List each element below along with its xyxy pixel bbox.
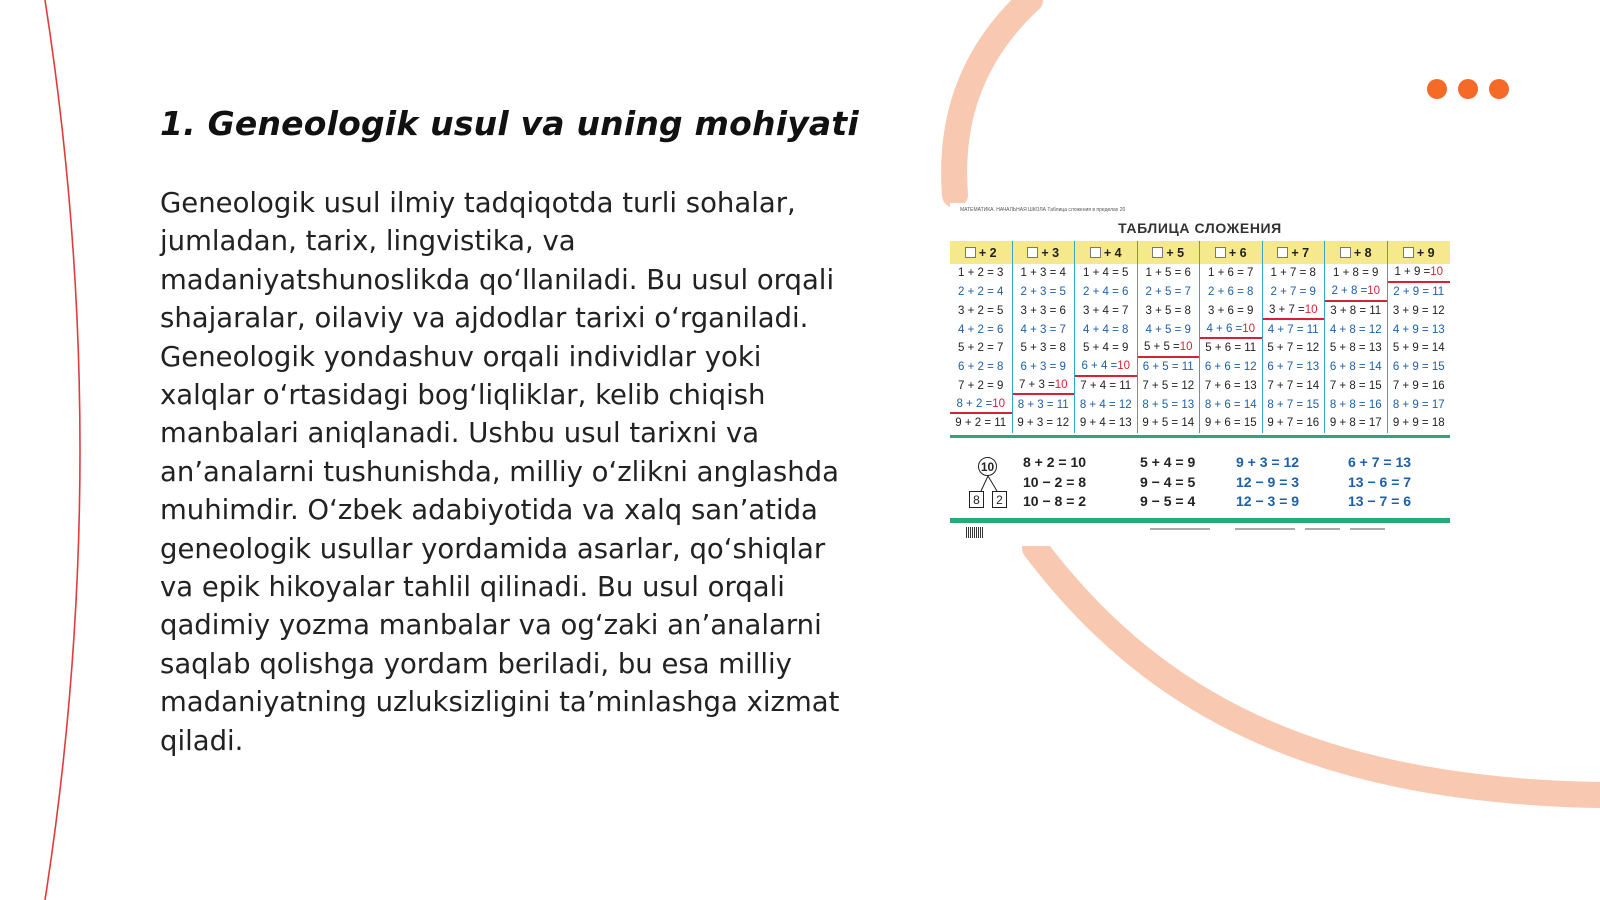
left-red-arc [45, 0, 80, 900]
fine-print [1305, 528, 1340, 530]
empty-box-icon [1340, 247, 1351, 258]
table-cell: 7 + 8 = 15 [1329, 379, 1382, 392]
table-cell: 8 + 2 = 10 [950, 395, 1012, 414]
table-cell: 3 + 3 = 6 [1020, 304, 1066, 317]
table-cell: 4 + 4 = 8 [1083, 323, 1129, 336]
table-cell: 4 + 9 = 13 [1392, 323, 1445, 336]
table-cell: 8 + 6 = 14 [1204, 398, 1257, 411]
table-column [1013, 241, 1076, 433]
table-column [1388, 241, 1451, 433]
column-header [1075, 241, 1137, 264]
empty-box-icon [1277, 247, 1288, 258]
empty-box-icon [1403, 247, 1414, 258]
example-column: 8 + 2 = 10 10 − 2 = 8 10 − 8 = 2 [1023, 454, 1087, 509]
table-small-header: МАТЕМАТИКА. НАЧАЛЬНАЯ ШКОЛА Таблица сложения в пределах 20 [960, 207, 1126, 213]
decorative-dots [1427, 79, 1509, 99]
table-cell: 5 + 4 = 9 [1083, 342, 1129, 355]
table-title: ТАБЛИЦА СЛОЖЕНИЯ [1118, 220, 1282, 236]
table-cell: 8 + 9 = 17 [1392, 398, 1445, 411]
table-cell: 2 + 2 = 4 [958, 286, 1004, 299]
table-cell: 1 + 2 = 3 [958, 267, 1004, 280]
table-cell: 2 + 7 = 9 [1270, 286, 1316, 299]
table-cell: 6 + 8 = 14 [1329, 361, 1382, 374]
table-cell: 8 + 5 = 13 [1142, 398, 1195, 411]
table-cell: 1 + 7 = 8 [1270, 267, 1316, 280]
column-header [1013, 241, 1075, 264]
example-column: 9 + 3 = 12 12 − 9 = 3 12 − 3 = 9 [1236, 454, 1300, 509]
table-cell: 3 + 8 = 11 [1330, 304, 1382, 317]
empty-box-icon [965, 247, 976, 258]
bottom-peach-arc [1035, 548, 1600, 795]
table-cell: 1 + 6 = 7 [1208, 267, 1254, 280]
table-column [1200, 241, 1263, 433]
slide-title: 1. Geneologik usul va uning mohiyati [160, 104, 859, 143]
table-cell: 9 + 9 = 18 [1392, 417, 1445, 430]
table-cell: 8 + 8 = 16 [1329, 398, 1382, 411]
fine-print [1235, 528, 1295, 530]
table-cell: 2 + 6 = 8 [1208, 286, 1254, 299]
table-column [1138, 241, 1201, 433]
table-cell: 5 + 9 = 14 [1392, 342, 1445, 355]
table-cell: 4 + 6 = 10 [1200, 320, 1262, 339]
table-cell: 6 + 6 = 12 [1204, 361, 1257, 374]
table-cell: 4 + 8 = 12 [1329, 323, 1382, 336]
dot-icon [1427, 79, 1447, 99]
table-cell: 9 + 8 = 17 [1329, 417, 1382, 430]
table-cell: 5 + 3 = 8 [1020, 342, 1066, 355]
example-column: 6 + 7 = 13 13 − 6 = 7 13 − 7 = 6 [1348, 454, 1412, 509]
table-cell: 4 + 2 = 6 [958, 323, 1004, 336]
bottom-bar [950, 518, 1450, 523]
table-cell: 6 + 9 = 15 [1392, 361, 1445, 374]
column-header [1263, 241, 1325, 264]
table-cell: 6 + 5 = 11 [1142, 361, 1194, 374]
empty-box-icon [1152, 247, 1163, 258]
table-cell: 4 + 3 = 7 [1020, 323, 1066, 336]
example-column: 5 + 4 = 9 9 − 4 = 5 9 − 5 = 4 [1140, 454, 1196, 509]
highlighted-result: 10 [1367, 285, 1381, 298]
table-cell: 8 + 3 = 11 [1017, 398, 1069, 411]
column-header-label: + 9 [1416, 245, 1435, 260]
table-column [1263, 241, 1326, 433]
table-cell: 4 + 5 = 9 [1145, 323, 1191, 336]
table-cell: 7 + 2 = 9 [958, 379, 1004, 392]
table-cell: 2 + 9 = 11 [1393, 286, 1445, 299]
addition-table-image [950, 203, 1451, 546]
highlighted-result: 10 [1117, 360, 1131, 373]
table-cell: 2 + 4 = 6 [1083, 286, 1129, 299]
table-cell: 5 + 8 = 13 [1329, 342, 1382, 355]
number-box: 8 [969, 491, 984, 508]
column-header [1388, 241, 1451, 264]
table-cell: 1 + 5 = 6 [1145, 267, 1191, 280]
table-column [1325, 241, 1388, 433]
highlighted-result: 10 [1430, 266, 1444, 279]
table-cell: 3 + 4 = 7 [1083, 304, 1129, 317]
column-header [950, 241, 1012, 264]
fine-print [1350, 528, 1385, 530]
highlighted-result: 10 [992, 397, 1006, 410]
table-cell: 8 + 7 = 15 [1267, 398, 1320, 411]
table-cell: 9 + 5 = 14 [1142, 417, 1195, 430]
table-cell: 7 + 9 = 16 [1392, 379, 1445, 392]
table-cell: 1 + 3 = 4 [1020, 267, 1066, 280]
table-cell: 3 + 5 = 8 [1145, 304, 1191, 317]
table-cell: 9 + 4 = 13 [1079, 417, 1132, 430]
highlighted-result: 10 [1054, 378, 1068, 391]
column-header [1138, 241, 1200, 264]
table-cell: 6 + 7 = 13 [1267, 361, 1320, 374]
column-header-label: + 5 [1166, 245, 1185, 260]
table-cell: 6 + 2 = 8 [958, 361, 1004, 374]
addition-grid [950, 241, 1450, 433]
highlighted-result: 10 [1242, 322, 1256, 335]
fine-print [1150, 528, 1210, 530]
table-cell: 5 + 7 = 12 [1267, 342, 1320, 355]
table-cell: 7 + 3 = 10 [1013, 377, 1075, 396]
table-cell: 3 + 9 = 12 [1392, 304, 1445, 317]
column-header-label: + 4 [1103, 245, 1122, 260]
table-cell: 6 + 3 = 9 [1020, 361, 1066, 374]
table-cell: 6 + 4 = 10 [1075, 358, 1137, 377]
table-cell: 9 + 6 = 15 [1204, 417, 1257, 430]
table-column [1075, 241, 1138, 433]
table-cell: 1 + 9 = 10 [1388, 264, 1451, 283]
column-header [1200, 241, 1262, 264]
table-cell: 2 + 8 = 10 [1325, 283, 1387, 302]
table-cell: 8 + 4 = 12 [1079, 398, 1132, 411]
empty-box-icon [1090, 247, 1101, 258]
table-cell: 7 + 4 = 11 [1080, 379, 1132, 392]
table-cell: 7 + 6 = 13 [1204, 379, 1257, 392]
column-header-label: + 8 [1353, 245, 1372, 260]
column-header-label: + 6 [1228, 245, 1247, 260]
dot-icon [1489, 79, 1509, 99]
table-column [950, 241, 1013, 433]
number-ring: 10 [978, 457, 997, 476]
table-cell: 3 + 7 = 10 [1263, 302, 1325, 321]
table-cell: 3 + 2 = 5 [958, 304, 1004, 317]
number-box: 2 [992, 491, 1007, 508]
table-cell: 9 + 7 = 16 [1267, 417, 1320, 430]
divider-line [950, 435, 1450, 438]
table-cell: 9 + 3 = 12 [1017, 417, 1070, 430]
highlighted-result: 10 [1304, 303, 1318, 316]
highlighted-result: 10 [1179, 341, 1193, 354]
table-cell: 7 + 7 = 14 [1267, 379, 1320, 392]
column-header [1325, 241, 1387, 264]
table-cell: 2 + 3 = 5 [1020, 286, 1066, 299]
table-cell: 5 + 5 = 10 [1138, 339, 1200, 358]
top-peach-arc [954, 0, 1030, 195]
empty-box-icon [1215, 247, 1226, 258]
table-cell: 2 + 5 = 7 [1145, 286, 1191, 299]
column-header-label: + 7 [1291, 245, 1310, 260]
table-cell: 4 + 7 = 11 [1267, 323, 1319, 336]
dot-icon [1458, 79, 1478, 99]
table-cell: 7 + 5 = 12 [1142, 379, 1195, 392]
slide-body-text: Geneologik usul ilmiy tadqiqotda turli sohalar, jumladan, tarix, lingvistika, va madaniyatshunoslikda qo‘llaniladi. Bu usul orqali shajaralar, oilaviy va ajdodlar tarixi o‘rganiladi. Geneologik yondashuv orqali individlar yoki xalqlar o‘rtasidagi bog‘liqliklar, kelib chiqish manbalari aniqlanadi. Ushbu usul tarixni va an’analarni tushunishda, milliy o‘zlikni anglashda muhimdir. O‘zbek adabiyotida va xalq san’atida geneologik usullar yordamida asarlar, qo‘shiqlar va epik hikoyalar tahlil qilinadi. Bu usul orqali qadimiy yozma manbalar va og‘zaki an’analarni saqlab qolishga yordam beriladi, bu esa milliy madaniyatning uzluksizligini ta’minlashga xizmat qiladi. [160, 187, 840, 757]
table-cell: 3 + 6 = 9 [1208, 304, 1254, 317]
table-cell: 5 + 2 = 7 [958, 342, 1004, 355]
table-cell: 1 + 8 = 9 [1333, 267, 1379, 280]
table-cell: 5 + 6 = 11 [1205, 342, 1257, 355]
column-header-label: + 2 [978, 245, 997, 260]
empty-box-icon [1027, 247, 1038, 258]
barcode-icon [966, 527, 984, 538]
column-header-label: + 3 [1041, 245, 1060, 260]
table-cell: 1 + 4 = 5 [1083, 267, 1129, 280]
table-cell: 9 + 2 = 11 [955, 417, 1007, 430]
